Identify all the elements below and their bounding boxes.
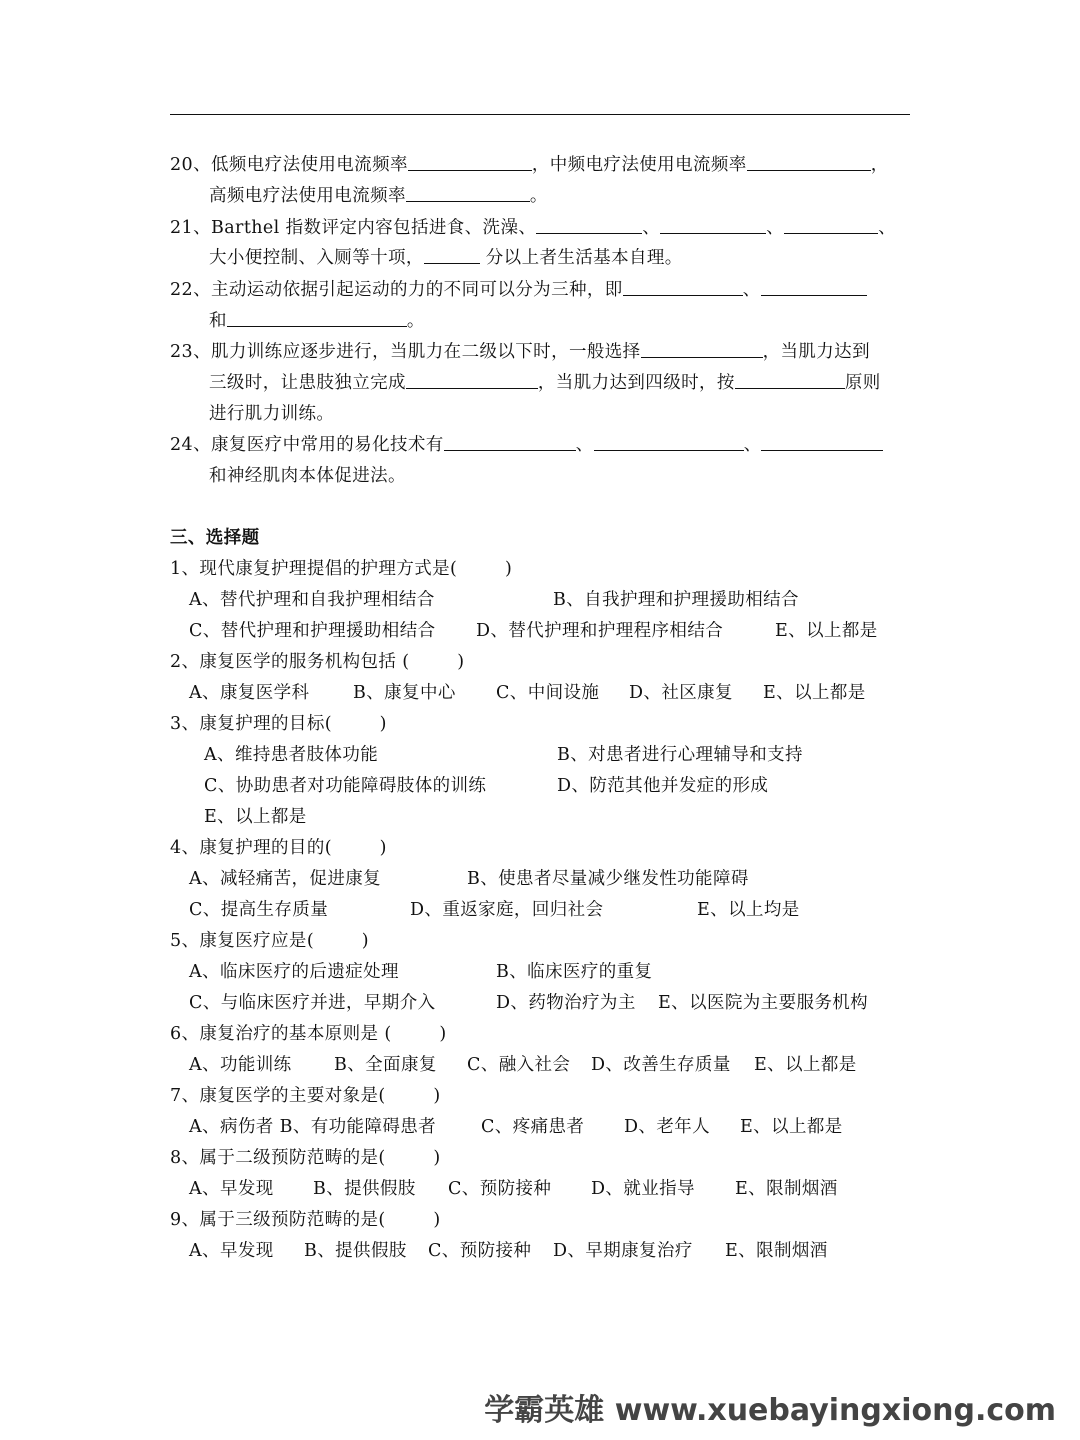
option: A、康复医学科 (189, 683, 310, 703)
option: D、早期康复治疗 (553, 1241, 693, 1261)
blank[interactable] (406, 371, 538, 389)
mc-question: 3、康复护理的目标( ) (170, 714, 387, 734)
option: D、防范其他并发症的形成 (557, 776, 769, 796)
option: D、改善生存质量 (591, 1055, 731, 1075)
option: A、维持患者肢体功能 (204, 745, 379, 765)
option: E、以上都是 (775, 621, 878, 641)
option: B、提供假肢 (313, 1179, 416, 1199)
option: C、疼痛患者 (481, 1117, 585, 1137)
option: C、提高生存质量 (189, 900, 329, 920)
option: D、社区康复 (629, 683, 733, 703)
option: A、早发现 (189, 1241, 274, 1261)
option: A、功能训练 (189, 1055, 292, 1075)
option: E、以医院为主要服务机构 (658, 993, 869, 1013)
option: E、限制烟酒 (735, 1179, 838, 1199)
blank[interactable] (424, 246, 480, 264)
option: A、替代护理和自我护理相结合 (189, 590, 435, 610)
option: A、减轻痛苦，促进康复 (189, 869, 382, 889)
option: E、以上都是 (754, 1055, 857, 1075)
option: D、就业指导 (591, 1179, 695, 1199)
mc-question: 8、属于二级预防范畴的是( ) (170, 1148, 441, 1168)
blank[interactable] (408, 153, 532, 171)
option: B、提供假肢 (304, 1241, 407, 1261)
blank[interactable] (623, 278, 743, 296)
blank[interactable] (761, 433, 883, 451)
q22-line2: 和 。 (209, 311, 425, 331)
q23-line3: 进行肌力训练。 (209, 404, 335, 424)
option: B、临床医疗的重复 (496, 962, 653, 982)
option: D、重返家庭，回归社会 (410, 900, 604, 920)
blank[interactable] (735, 371, 845, 389)
blank[interactable] (227, 309, 407, 327)
q23-line1: 23、肌力训练应逐步进行，当肌力在二级以下时，一般选择 ，当肌力达到 (170, 342, 870, 362)
q22-line1: 22、主动运动依据引起运动的力的不同可以分为三种，即 、 (170, 278, 867, 302)
option: A、早发现 (189, 1179, 274, 1199)
option: C、预防接种 (428, 1241, 532, 1261)
blank[interactable] (660, 216, 766, 234)
option: D、药物治疗为主 (496, 993, 636, 1013)
q20-line1: 20、低频电疗法使用电流频率 ，中频电疗法使用电流频率 ， (170, 155, 889, 175)
site-watermark: 学霸英雄 www.xuebayingxiong.com (484, 1393, 1056, 1428)
mc-question: 4、康复护理的目的( ) (170, 838, 387, 858)
blank[interactable] (594, 433, 744, 451)
option: C、协助患者对功能障碍肢体的训练 (204, 776, 487, 796)
option: C、融入社会 (467, 1055, 571, 1075)
option: A、病伤者 B、有功能障碍患者 (189, 1117, 437, 1137)
blank[interactable] (444, 433, 576, 451)
option: C、预防接种 (448, 1179, 552, 1199)
option: D、替代护理和护理程序相结合 (476, 621, 724, 641)
mc-question: 1、现代康复护理提倡的护理方式是( ) (170, 559, 513, 579)
header-rule (170, 114, 910, 115)
mc-question: 7、康复医学的主要对象是( ) (170, 1086, 441, 1106)
q20-line2: 高频电疗法使用电流频率 。 (209, 186, 548, 206)
mc-question: 6、康复治疗的基本原则是 ( ) (170, 1024, 447, 1044)
q21-line2: 大小便控制、入厕等十项， 分以上者生活基本自理。 (209, 248, 683, 268)
blank[interactable] (641, 340, 763, 358)
blank[interactable] (784, 216, 878, 234)
blank[interactable] (761, 278, 867, 296)
option: C、替代护理和护理援助相结合 (189, 621, 436, 641)
option: C、与临床医疗并进，早期介入 (189, 993, 436, 1013)
blank[interactable] (536, 216, 642, 234)
q24-line1: 24、康复医疗中常用的易化技术有 、 、 (170, 433, 883, 457)
option: E、限制烟酒 (725, 1241, 828, 1261)
option: E、以上都是 (763, 683, 866, 703)
option: B、康复中心 (353, 683, 456, 703)
mc-question: 5、康复医疗应是( ) (170, 931, 369, 951)
option: E、以上均是 (697, 900, 800, 920)
option: C、中间设施 (496, 683, 600, 703)
q24-line2: 和神经肌肉本体促进法。 (209, 466, 406, 486)
mc-question: 9、属于三级预防范畴的是( ) (170, 1210, 441, 1230)
blank[interactable] (747, 153, 871, 171)
q21-line1: 21、Barthel 指数评定内容包括进食、洗澡、 、 、 、 (170, 218, 896, 238)
option: A、临床医疗的后遗症处理 (189, 962, 399, 982)
option: D、老年人 (624, 1117, 711, 1137)
option: E、以上都是 (204, 807, 307, 827)
section-title: 三、选择题 (170, 528, 260, 548)
mc-question: 2、康复医学的服务机构包括 ( ) (170, 652, 465, 672)
q23-line2: 三级时，让患肢独立完成 ，当肌力达到四级时，按 原则 (209, 373, 881, 393)
option: B、对患者进行心理辅导和支持 (557, 745, 803, 765)
option: B、使患者尽量减少继发性功能障碍 (467, 869, 749, 889)
option: B、全面康复 (334, 1055, 437, 1075)
option: B、自我护理和护理援助相结合 (553, 590, 799, 610)
blank[interactable] (406, 184, 530, 202)
option: E、以上都是 (740, 1117, 843, 1137)
